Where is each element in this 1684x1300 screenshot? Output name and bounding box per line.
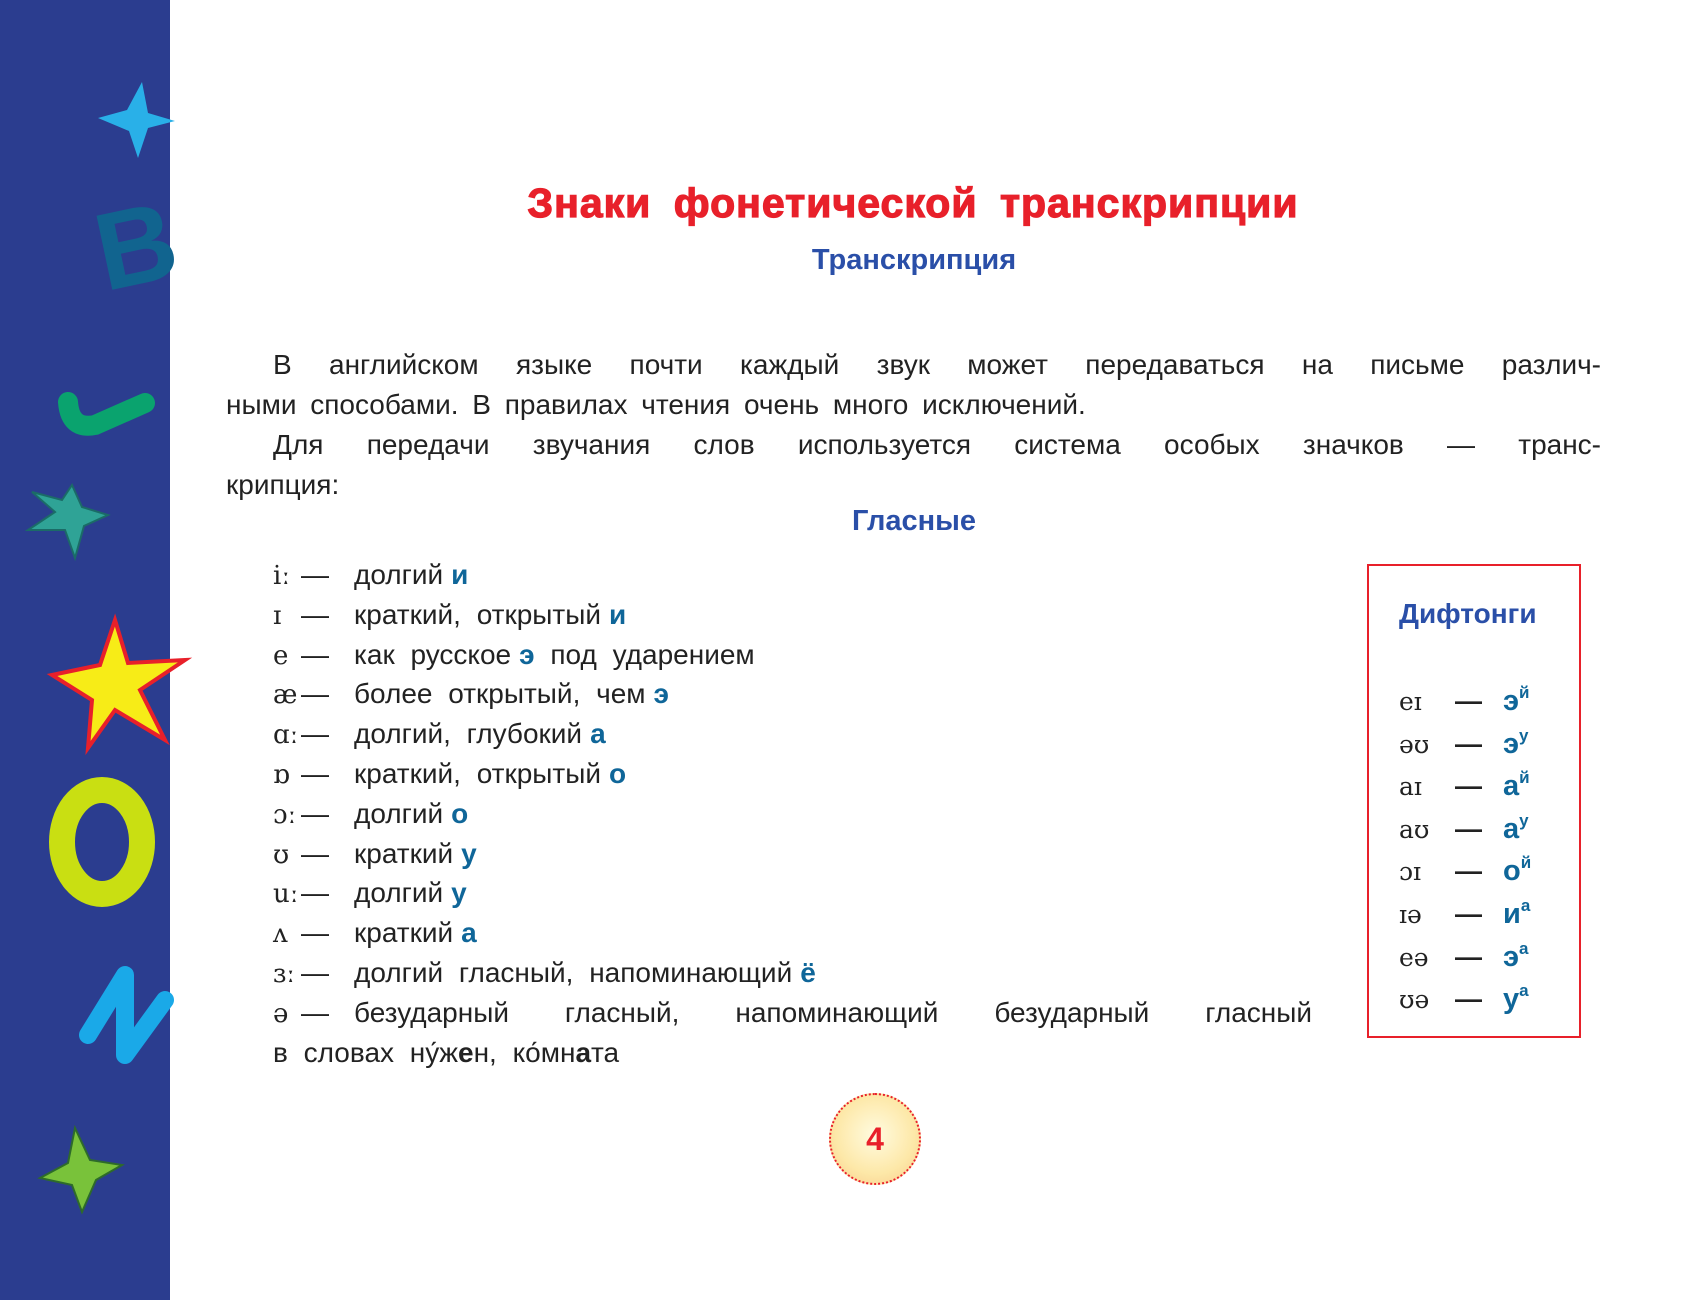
vowel-symbol: ɪ <box>273 600 282 631</box>
stressed-letter: е <box>457 1036 474 1068</box>
dash: — <box>301 996 329 1028</box>
vowel-row <box>273 794 1312 834</box>
diphthong-sound <box>1503 685 1529 717</box>
vowel-description: долгий, глубокий <box>354 718 583 750</box>
sound-base: у <box>1503 983 1520 1016</box>
page-subtitle: Транскрипция <box>811 244 1017 276</box>
vowel-description: долгий <box>354 877 444 909</box>
sound-base: а <box>1503 770 1520 803</box>
diphthongs-heading: Дифтонги <box>1399 598 1537 629</box>
dash: — <box>1455 899 1482 929</box>
diphthong-row <box>1399 843 1532 888</box>
vowel-symbol: ɑː <box>273 720 299 751</box>
vowel-row <box>273 754 1312 794</box>
dash: — <box>301 757 329 789</box>
vowel-row <box>273 674 1312 714</box>
vowel-symbol: uː <box>273 879 299 910</box>
diphthong-sound <box>1503 898 1530 930</box>
russian-sound: а <box>590 718 606 750</box>
vowel-description: краткий, открытый <box>354 757 602 789</box>
vowel-description: долгий <box>354 559 444 590</box>
vowel-symbol: ɜː <box>273 958 295 989</box>
dash: — <box>301 956 329 988</box>
diphthong-sound <box>1503 725 1529 760</box>
vowel-description: краткий, открытый <box>354 598 602 630</box>
dash: — <box>301 559 329 590</box>
vowels-list <box>273 555 1312 1072</box>
vowel-description: как русское <box>354 638 512 670</box>
russian-sound: э <box>519 638 535 670</box>
sound-glide: й <box>1519 768 1530 788</box>
letter-o-decoration <box>62 790 142 894</box>
russian-sound: о <box>451 797 469 829</box>
dash: — <box>1455 984 1482 1015</box>
sound-glide: й <box>1520 853 1532 873</box>
diphthong-sound <box>1503 810 1529 845</box>
sound-base: а <box>1503 812 1520 845</box>
sound-glide: а <box>1520 896 1531 915</box>
sound-base: э <box>1503 727 1520 760</box>
diphthong-sound <box>1503 983 1529 1015</box>
sound-glide: у <box>1519 810 1529 830</box>
vowel-row <box>273 953 1312 993</box>
dash: — <box>301 598 329 630</box>
diphthong-symbol: əʊ <box>1399 729 1430 759</box>
dash: — <box>1455 728 1482 759</box>
vowel-description: безударный гласный, напоминающий безударный гласный <box>354 996 1312 1028</box>
text: та <box>591 1036 620 1068</box>
dash: — <box>1455 856 1482 887</box>
vowel-description-after: под ударением <box>550 638 755 670</box>
star-icon <box>98 82 175 158</box>
dash: — <box>301 797 329 829</box>
diphthong-symbol: aɪ <box>1399 772 1422 802</box>
diphthong-row <box>1399 716 1529 760</box>
sound-glide: у <box>1519 725 1529 745</box>
vowel-symbol: ʊ <box>273 839 290 870</box>
dash: — <box>301 877 329 909</box>
sound-base: о <box>1503 855 1521 888</box>
russian-sound: ё <box>800 956 816 988</box>
diphthong-sound <box>1503 770 1530 802</box>
diphthong-symbol: ʊə <box>1399 985 1430 1015</box>
russian-sound: о <box>609 757 627 789</box>
diphthong-sound <box>1503 855 1531 887</box>
vowel-row-schwa-continued <box>273 1033 1312 1073</box>
sound-glide: а <box>1519 938 1529 958</box>
diphthong-symbol: eə <box>1399 942 1429 972</box>
dash: — <box>1455 813 1482 844</box>
stressed-letter: а <box>575 1036 592 1068</box>
vowel-row <box>273 913 1312 953</box>
russian-sound: и <box>609 598 627 630</box>
russian-sound: у <box>461 837 477 869</box>
diphthong-symbol: ɪə <box>1399 900 1422 929</box>
vowel-symbol: ʌ <box>273 919 288 950</box>
dash: — <box>301 638 329 670</box>
sidebar-decorations <box>0 0 190 1300</box>
diphthong-sound <box>1503 938 1529 973</box>
decorative-sidebar <box>0 0 188 1300</box>
dash: — <box>1455 941 1482 972</box>
intro-text <box>226 345 1601 505</box>
vowel-description: более открытый, чем <box>354 678 646 710</box>
diphthong-row <box>1399 886 1531 930</box>
page-number: 4 <box>829 1093 921 1185</box>
vowel-symbol: ə <box>273 998 289 1029</box>
dash: — <box>1455 771 1482 802</box>
vowel-description: долгий гласный, напоминающий <box>354 956 793 988</box>
intro-line: крипция: <box>226 469 340 500</box>
vowel-symbol: ɔː <box>273 799 297 830</box>
vowel-row <box>273 635 1312 675</box>
vowel-row-schwa <box>273 993 1312 1033</box>
vowel-description: долгий <box>354 797 444 829</box>
vowel-row <box>273 555 1312 595</box>
diphthong-row <box>1399 758 1530 803</box>
dash: — <box>301 678 329 710</box>
star-icon <box>40 1128 122 1212</box>
diphthong-symbol: eɪ <box>1399 687 1422 716</box>
dash: — <box>301 917 329 949</box>
checkmark-icon <box>68 402 145 426</box>
russian-sound: у <box>451 877 467 909</box>
text: в словах ну́ж <box>273 1036 458 1068</box>
vowel-symbol: e <box>273 640 289 671</box>
vowels-heading: Гласные <box>851 505 977 537</box>
vowel-row <box>273 595 1312 635</box>
sound-glide: й <box>1519 683 1530 702</box>
diphthong-row <box>1399 929 1529 973</box>
diphthong-symbol: ɔɪ <box>1399 857 1421 887</box>
star-icon <box>52 620 185 748</box>
dash: — <box>301 718 329 750</box>
diphthong-row <box>1399 971 1529 1016</box>
intro-line: ными способами. В правилах чтения очень много исключений. <box>226 389 1086 420</box>
dash: — <box>301 837 329 869</box>
intro-line: Для передачи звучания слов используется система особых значков — транс- <box>273 429 1601 460</box>
vowel-row <box>273 714 1312 754</box>
page-title: Знаки фонетической транскрипции <box>527 180 1299 226</box>
russian-sound: а <box>461 917 477 949</box>
russian-sound: э <box>653 678 670 710</box>
letter-b-decoration: B <box>84 177 188 315</box>
diphthong-row <box>1399 673 1530 717</box>
sound-base: и <box>1503 898 1521 930</box>
vowel-symbol: ɒ <box>273 759 290 790</box>
sound-base: э <box>1503 685 1520 717</box>
sound-glide: а <box>1519 981 1529 1001</box>
russian-sound: и <box>451 559 469 590</box>
intro-line: В английском языке почти каждый звук может передаваться на письме различ- <box>273 349 1601 380</box>
vowel-description: краткий <box>354 917 454 949</box>
sound-base: э <box>1503 940 1520 973</box>
vowel-row <box>273 873 1312 913</box>
vowel-row <box>273 834 1312 874</box>
vowel-symbol: æ <box>273 680 298 711</box>
text: н, ко́мн <box>473 1036 576 1068</box>
diphthong-row <box>1399 801 1529 845</box>
letter-n-decoration <box>88 975 165 1055</box>
diphthong-symbol: aʊ <box>1399 814 1430 844</box>
dash: — <box>1455 686 1482 716</box>
vowel-description: краткий <box>354 837 454 869</box>
vowel-symbol: iː <box>273 561 291 591</box>
diphthongs-box <box>1367 564 1581 1038</box>
